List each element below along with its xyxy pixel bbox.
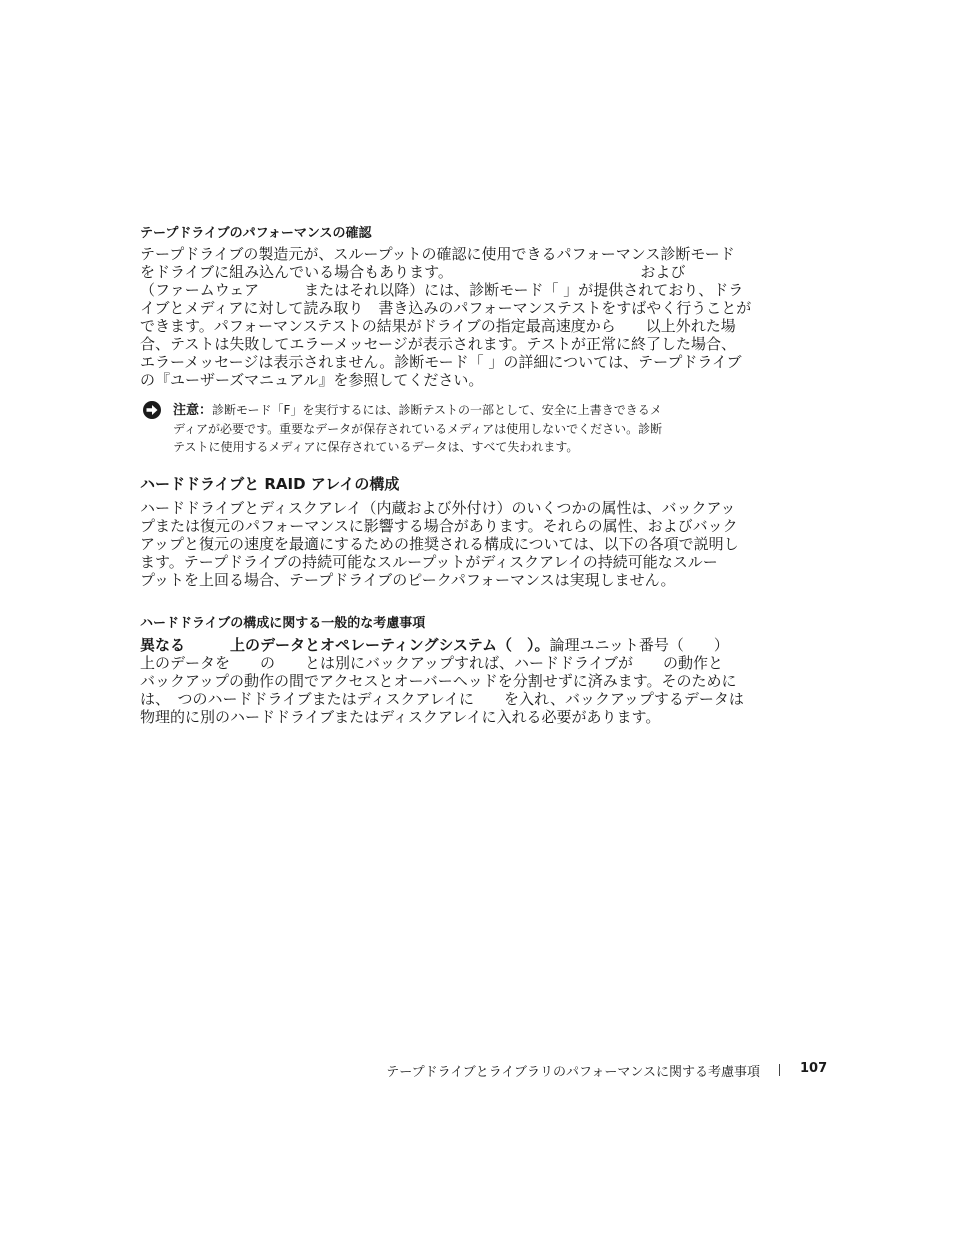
tape-performance-heading: テープドライブのパフォーマンスの確認: [140, 226, 372, 241]
note-text: 診断モード「F」を実行するには、診断テストの一部として、安全に上書きできるメ: [212, 403, 662, 417]
running-footer-title: テープドライブとライブラリのパフォーマンスに関する考慮事項: [386, 1065, 760, 1080]
body-line: 合、テストは失敗してエラーメッセージが表示されます。テストが正常に終了した場合、: [140, 335, 736, 353]
general-considerations-body: [140, 636, 744, 726]
body-line: ます。テープドライブの持続可能なスループットがディスクアレイの持続可能なスルー: [140, 553, 718, 571]
body-line: アップと復元の速度を最適にするための推奨される構成については、以下の各項で説明し: [140, 535, 739, 553]
body-line: プットを上回る場合、テープドライブのピークパフォーマンスは実現しません。: [140, 571, 676, 589]
lead-text: 論理ユニット番号（ ）: [549, 636, 729, 654]
body-line: できます。パフォーマンステストの結果がドライブの指定最高速度から 以上外れた場: [140, 317, 736, 335]
note-block: [173, 401, 662, 456]
page-number: 107: [800, 1061, 828, 1076]
body-line: ハードドライブとディスクアレイ（内蔵および外付け）のいくつかの属性は、バックアッ: [140, 499, 736, 517]
body-line: イブとメディアに対して読み取り 書き込みのパフォーマンステストをすばやく行うことが: [140, 299, 752, 317]
body-line: （ファームウェア またはそれ以降）には、診断モード「 」が提供されており、ドラ: [140, 281, 744, 299]
body-line: エラーメッセージは表示されません。診断モード「 」の詳細については、テープドライブ: [140, 353, 742, 371]
body-line: テープドライブの製造元が、スループットの確認に使用できるパフォーマンス診断モード: [140, 245, 735, 263]
body-line: プまたは復元のパフォーマンスに影響する場合があります。それらの属性、およびバック: [140, 517, 738, 535]
body-line: は、 つのハードドライブまたはディスクアレイに を入れ、バックアップするデータは: [140, 690, 744, 708]
note-text: ディアが必要です。重要なデータが保存されているメディアは使用しないでください。診断: [173, 422, 663, 436]
note-text: テストに使用するメディアに保存されているデータは、すべて失われます。: [173, 440, 579, 454]
body-line: 物理的に別のハードドライブまたはディスクアレイに入れる必要があります。: [140, 708, 661, 726]
body-line: バックアップの動作の間でアクセスとオーバーヘッドを分割せずに済みます。そのために: [140, 672, 737, 690]
raid-section-heading: ハードドライブと RAID アレイの構成: [140, 475, 400, 493]
notice-arrow-icon: [142, 400, 162, 420]
body-line: の『ユーザーズマニュアル』を参照してください。: [140, 371, 484, 389]
tape-performance-body: [140, 245, 751, 389]
lead-bold-text: 異なる 上のデータとオペレーティングシステム（ ）。: [140, 636, 550, 654]
footer-separator: [779, 1064, 780, 1076]
body-line: をドライブに組み込んでいる場合もあります。 および: [140, 263, 686, 281]
general-considerations-heading: ハードドライブの構成に関する一般的な考慮事項: [140, 616, 426, 631]
raid-section-body: [140, 499, 739, 589]
note-label: 注意：: [173, 403, 213, 418]
body-line: 上のデータを の とは別にバックアップすれば、ハードドライブが の動作と: [140, 654, 724, 672]
